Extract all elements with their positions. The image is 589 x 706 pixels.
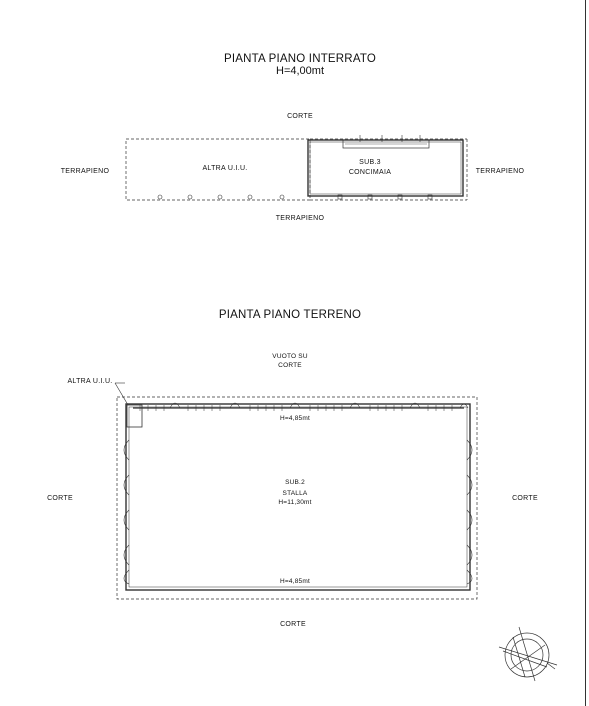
basement-room-name: CONCIMAIA	[348, 169, 392, 176]
north-arrow-compass-icon	[499, 627, 557, 681]
basement-concimaia-wall	[308, 140, 463, 196]
basement-label-right: TERRAPIENO	[475, 168, 525, 175]
ground-other-unit-label: ALTRA U.I.U.	[67, 378, 113, 385]
ground-outer-dashed	[117, 397, 477, 599]
basement-label-left: TERRAPIENO	[60, 168, 110, 175]
ground-title: PIANTA PIANO TERRENO	[218, 309, 362, 321]
ground-height-top: H=4,85mt	[280, 415, 310, 422]
ground-stalla-wall	[126, 404, 470, 590]
ground-room-height: H=11,30mt	[278, 499, 312, 506]
basement-other-unit-outline	[126, 139, 310, 200]
ground-room-name: STALLA	[282, 490, 308, 497]
ground-label-right: CORTE	[512, 495, 538, 502]
basement-plan	[126, 135, 467, 200]
ground-label-bottom: CORTE	[280, 621, 306, 628]
basement-label-bottom: TERRAPIENO	[275, 215, 325, 222]
ground-label-top-line1: VUOTO SU	[272, 353, 308, 360]
ground-label-top-line2: CORTE	[278, 362, 302, 369]
basement-label-top: CORTE	[287, 113, 313, 120]
basement-height: H=4,00mt	[276, 65, 324, 77]
basement-room-sub: SUB.3	[359, 159, 381, 166]
basement-left-room-label: ALTRA U.I.U.	[202, 165, 248, 172]
basement-title: PIANTA PIANO INTERRATO	[223, 53, 376, 65]
ground-room-sub: SUB.2	[285, 479, 305, 486]
ground-height-bottom: H=4,85mt	[280, 578, 310, 585]
ground-label-left: CORTE	[47, 495, 73, 502]
